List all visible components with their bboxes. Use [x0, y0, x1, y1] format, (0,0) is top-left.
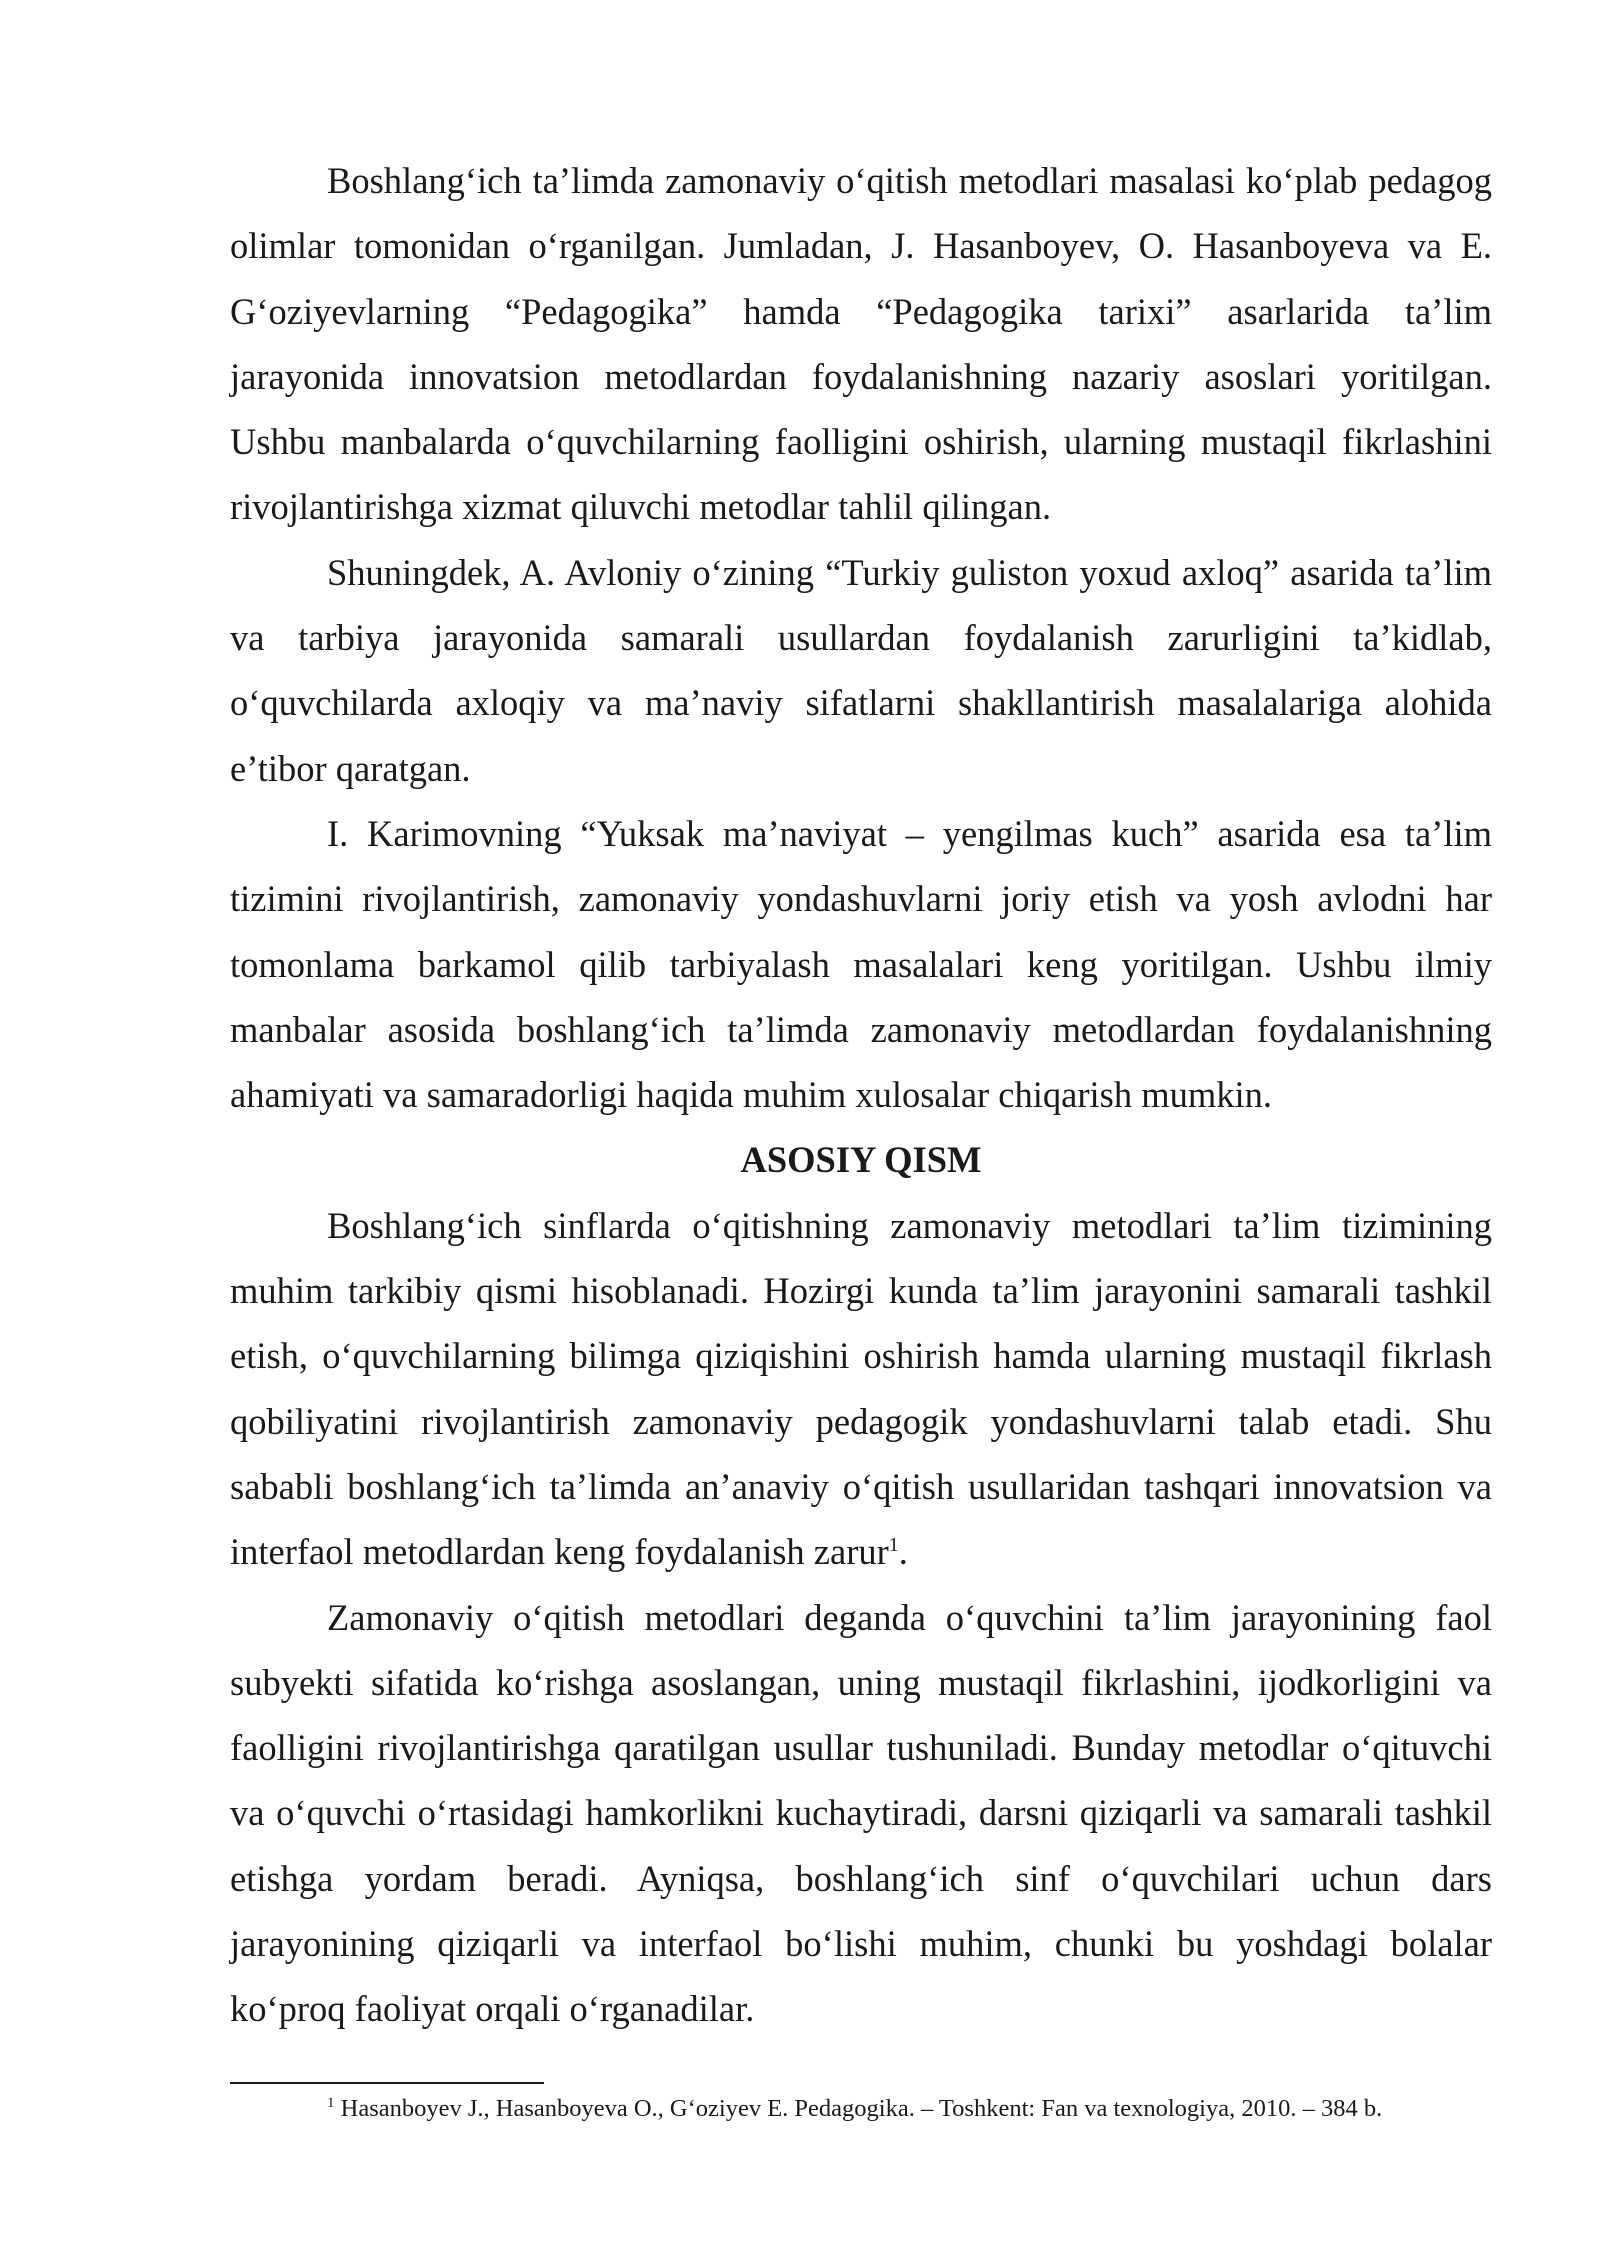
footnote-text: Hasanboyev J., Hasanboyeva O., G‘oziyev E. Pedagogika. – Toshkent: Fan va texnologiya, 2010. – 384 b.	[334, 2095, 1383, 2122]
footnote	[230, 2090, 1492, 2128]
paragraph-main-2: Zamonaviy o‘qitish metodlari deganda o‘quvchini ta’lim jarayonining faol subyekti sifatida ko‘rishga asoslangan, uning mustaqil fikrlashini, ijodkorligini va faolligini rivojlantirishga qaratilgan usullar tushuniladi. Bunday metodlar o‘qituvchi va o‘quvchi o‘rtasidagi hamkorlikni kuchaytiradi, darsni qiziqarli va samarali tashkil etishga yordam beradi. Ayniqsa, boshlang‘ich sinf o‘quvchilari uchun dars jarayonining qiziqarli va interfaol bo‘lishi muhim, chunki bu yoshdagi bolalar ko‘proq faoliyat orqali o‘rganadilar.	[230, 1596, 1492, 2030]
section-heading: ASOSIY QISM	[740, 1139, 982, 1181]
paragraph-main-1-end: .	[898, 1531, 908, 1573]
paragraph-literature-3: I. Karimovning “Yuksak ma’naviyat – yengilmas kuch” asarida esa ta’lim tizimini rivojlantirish, zamonaviy yondashuvlarni joriy etish va yosh avlodni har tomonlama barkamol qilib tarbiyalash masalalari keng yoritilgan. Ushbu ilmiy manbalar asosida boshlang‘ich ta’limda zamonaviy metodlardan foydalanishning ahamiyati va samaradorligi haqida muhim xulosalar chiqarish mumkin.	[230, 812, 1492, 1116]
document-body	[230, 148, 1492, 2042]
paragraph-literature-2: Shuningdek, A. Avloniy o‘zining “Turkiy guliston yoxud axloq” asarida ta’lim va tarbiya jarayonida samarali usullardan foydalanish zarurligini ta’kidlab, o‘quvchilarda axloqiy va ma’naviy sifatlarni shakllantirish masalalariga alohida e’tibor qaratgan.	[230, 551, 1492, 789]
paragraph-main-1	[230, 1193, 1492, 1585]
footnote-mark: 1	[327, 2094, 335, 2111]
footnote-separator	[230, 2082, 544, 2084]
paragraph-main-1-text: Boshlang‘ich sinflarda o‘qitishning zamonaviy metodlari ta’lim tizimining muhim tarkibiy qismi hisoblanadi. Hozirgi kunda ta’lim jarayonini samarali tashkil etish, o‘quvchilarning bilimga qiziqishini oshirish hamda ularning mustaqil fikrlash qobiliyatini rivojlantirish zamonaviy pedagogik yondashuvlarni talab etadi. Shu sababli boshlang‘ich ta’limda an’anaviy o‘qitish usullaridan tashqari innovatsion va interfaol metodlardan keng foydalanish zarur	[230, 1204, 1492, 1573]
paragraph-literature-1: Boshlang‘ich ta’limda zamonaviy o‘qitish metodlari masalasi ko‘plab pedagog olimlar tomonidan o‘rganilgan. Jumladan, J. Hasanboyev, O. Hasanboyeva va E. G‘oziyevlarning “Pedagogika” hamda “Pedagogika tarixi” asarlarida ta’lim jarayonida innovatsion metodlardan foydalanishning nazariy asoslari yoritilgan. Ushbu manbalarda o‘quvchilarning faolligini oshirish, ularning mustaqil fikrlashini rivojlantirishga xizmat qiluvchi metodlar tahlil qilingan.	[230, 160, 1492, 528]
footnote-reference[interactable]: 1	[888, 1534, 899, 1557]
